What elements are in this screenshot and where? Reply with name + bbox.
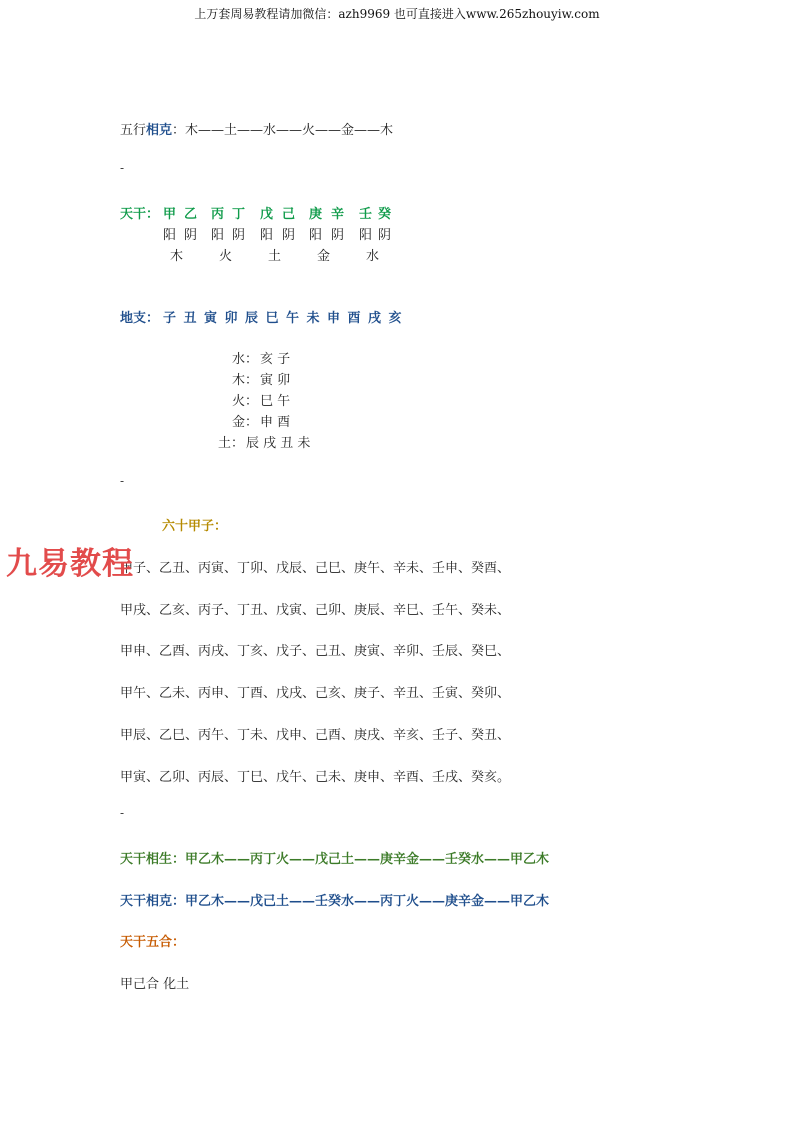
tiangan-stem: 乙 [184,207,198,222]
dizhi-group-element: 土： [218,436,245,451]
tiangan-wuhe-title: 天干五合： [120,935,186,950]
tiangan-element: 金 [317,249,331,264]
divider-2: - [120,474,125,488]
wuxing-sequence: 木——土——水——火——金——木 [185,123,394,138]
wuxing-sep: ： [172,123,186,138]
wuxing-label: 相克 [146,123,173,138]
jiazi-row: 甲午、乙未、丙申、丁酉、戊戌、己亥、庚子、辛丑、壬寅、癸卯、 [120,686,511,702]
page-header: 上万套周易教程请加微信：azh9969 也可直接进入www.265zhouyiw.com [194,7,600,21]
jiazi-row: 甲寅、乙卯、丙辰、丁巳、戊午、己未、庚申、辛酉、壬戌、癸亥。 [120,769,511,785]
dizhi-branch: 巳 [265,311,279,326]
tiangan-stem: 甲 [163,207,177,222]
watermark-logo: 九易教程 [6,546,134,582]
tiangan-element: 水 [366,249,380,264]
dizhi-group-branches: 申 酉 [260,415,291,430]
yinyang-mark: 阳 [359,228,373,243]
wuxing-line [120,119,393,138]
tiangan-element: 火 [219,249,233,264]
jiazi-title: 六十甲子： [162,519,228,534]
wuhe-item: 甲己合 化土 [120,977,190,992]
dizhi-group-branches: 寅 卯 [260,373,291,388]
dizhi-branch: 辰 [245,311,259,326]
dizhi-branch: 酉 [347,311,361,326]
tiangan-element: 土 [268,249,282,264]
divider-1: - [120,161,125,175]
yinyang-mark: 阳 [309,228,323,243]
dizhi-label: 地支： [120,311,160,326]
dizhi-group-branches: 亥 子 [260,352,291,367]
dizhi-group-element: 水： [232,352,259,367]
dizhi-group-branches: 巳 午 [260,394,291,409]
yinyang-mark: 阴 [184,228,198,243]
dizhi-branch: 戌 [368,311,382,326]
tiangan-label: 天干： [120,207,160,222]
dizhi-branch: 未 [306,311,320,326]
tiangan-stem: 壬 [359,207,373,222]
yinyang-mark: 阳 [163,228,177,243]
dizhi-branch: 午 [286,311,300,326]
tiangan-xiangke: 天干相克：甲乙木——戊己土——壬癸水——丙丁火——庚辛金——甲乙木 [120,894,550,909]
tiangan-stem: 辛 [331,207,345,222]
yinyang-mark: 阴 [282,228,296,243]
dizhi-branch: 子 [163,311,177,326]
wuxing-prefix: 五行 [120,123,147,138]
yinyang-mark: 阳 [260,228,274,243]
divider-3: - [120,806,125,820]
tiangan-element: 木 [170,249,184,264]
jiazi-row: 甲子、乙丑、丙寅、丁卯、戊辰、己巳、庚午、辛未、壬申、癸酉、 [120,561,511,576]
tiangan-stem: 癸 [378,207,392,222]
dizhi-group-element: 金： [232,415,259,430]
dizhi-branch: 丑 [183,311,197,326]
dizhi-branch: 亥 [388,311,402,326]
tiangan-stem: 丙 [211,207,225,222]
dizhi-branch: 申 [327,311,341,326]
yinyang-mark: 阴 [331,228,345,243]
tiangan-stem: 己 [282,207,296,222]
dizhi-group-branches: 辰 戌 丑 未 [246,436,311,451]
tiangan-stem: 丁 [232,207,246,222]
tiangan-xiangsheng: 天干相生：甲乙木——丙丁火——戊己土——庚辛金——壬癸水——甲乙木 [120,852,550,867]
dizhi-group-element: 木： [232,373,259,388]
yinyang-mark: 阳 [211,228,225,243]
yinyang-mark: 阴 [232,228,246,243]
yinyang-mark: 阴 [378,228,392,243]
jiazi-row: 甲申、乙酉、丙戌、丁亥、戊子、己丑、庚寅、辛卯、壬辰、癸巳、 [120,644,511,660]
dizhi-branch: 卯 [224,311,238,326]
dizhi-branch: 寅 [204,311,218,326]
jiazi-row: 甲辰、乙巳、丙午、丁未、戊申、己酉、庚戌、辛亥、壬子、癸丑、 [120,727,511,743]
tiangan-stem: 庚 [309,207,323,222]
tiangan-stem: 戊 [260,207,274,222]
jiazi-row: 甲戌、乙亥、丙子、丁丑、戊寅、己卯、庚辰、辛巳、壬午、癸未、 [120,602,511,618]
dizhi-group-element: 火： [232,394,259,409]
